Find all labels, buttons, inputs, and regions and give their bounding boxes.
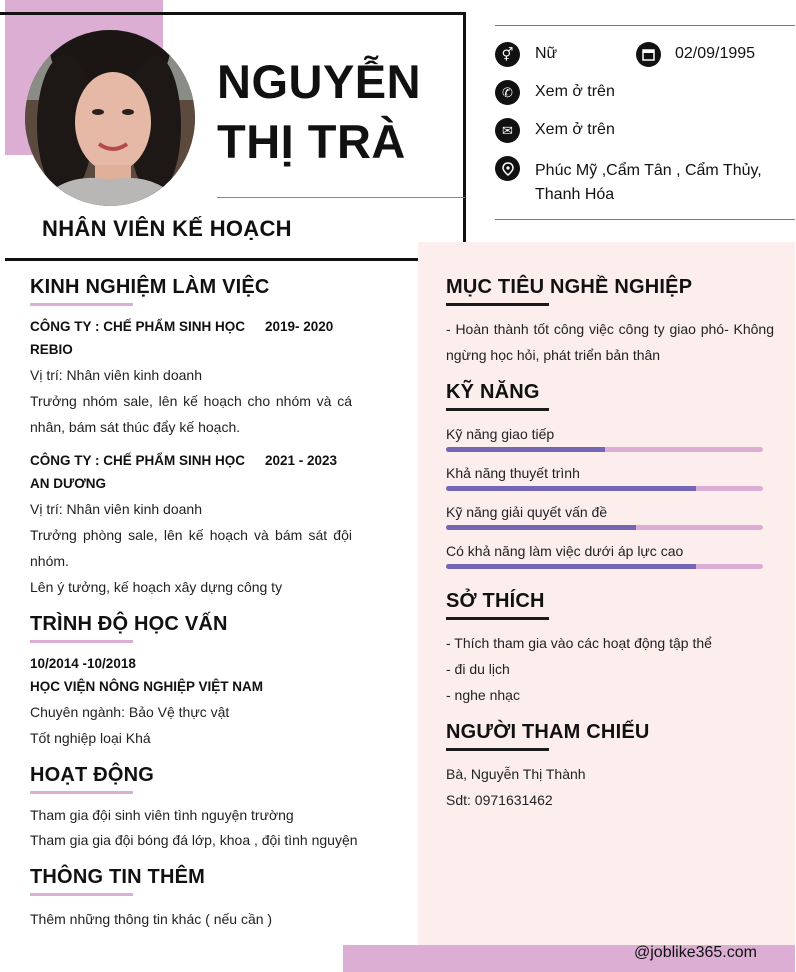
job1-position: Vị trí: Nhân viên kinh doanh [30,367,202,383]
activity-item: Tham gia đội sinh viên tình nguyện trường [30,807,294,823]
skill-label: Có khả năng làm việc dưới áp lực cao [446,543,684,559]
job2-company-line1: CÔNG TY : CHẾ PHẨM SINH HỌC [30,453,246,468]
activity-item: Tham gia gia đội bóng đá lớp, khoa , đội tình nguyện [30,832,358,848]
job2-position: Vị trí: Nhân viên kinh doanh [30,501,202,517]
hobby-item: - nghe nhạc [446,687,520,703]
education-major: Chuyên ngành: Bảo Vệ thực vật [30,704,230,720]
education-grade: Tốt nghiệp loại Khá [30,730,151,746]
mail-icon: ✉ [495,118,520,143]
phone-value: Xem ở trên [535,83,615,100]
gender-icon: ⚥ [495,42,520,67]
activities-title: HOẠT ĐỘNG [30,764,155,786]
gender-value: Nữ [535,45,558,62]
avatar [25,30,195,206]
address-value [535,159,762,207]
reference-name: Bà, Nguyễn Thị Thành [446,766,586,782]
more-info-title: THÔNG TIN THÊM [30,866,206,888]
reference-phone: Sdt: 0971631462 [446,792,553,808]
profile-photo [25,30,195,206]
full-name [217,52,421,172]
skill-bar-fill [446,486,696,491]
experience-underline [30,303,133,306]
job2-company-line2: AN DƯƠNG [30,476,106,491]
education-underline [30,640,133,643]
contact-bottom-divider [495,219,795,220]
location-icon [495,156,520,181]
education-school: HỌC VIỆN NÔNG NGHIỆP VIỆT NAM [30,679,264,694]
name-line-2: THỊ TRÀ [217,115,406,168]
phone-icon: ✆ [495,80,520,105]
skills-underline [446,408,549,411]
skill-label: Kỹ năng giao tiếp [446,426,555,442]
hobbies-title: SỞ THÍCH [446,590,545,612]
objective-underline [446,303,549,306]
reference-underline [446,748,549,751]
more-info-text: Thêm những thông tin khác ( nếu cần ) [30,911,273,927]
contact-top-divider [495,25,795,26]
objective-title: MỤC TIÊU NGHỀ NGHIỆP [446,276,693,298]
experience-title: KINH NGHIỆM LÀM VIỆC [30,276,270,298]
hobby-item: - đi du lịch [446,661,510,677]
job2-description: Trưởng phòng sale, lên kế hoạch và bám sát đội nhóm. [30,527,352,569]
skill-bar-fill [446,447,605,452]
more-info-underline [30,893,133,896]
name-line-1: NGUYỄN [217,55,422,108]
skill-bar [446,525,763,530]
hobby-item: - Thích tham gia vào các hoạt động tập thể [446,635,712,651]
job1-description: Trưởng nhóm sale, lên kế hoạch cho nhóm và cá nhân, bám sát thúc đẩy kế hoạch. [30,393,352,435]
job2-period: 2021 - 2023 [265,453,338,468]
objective-text: - Hoàn thành tốt công việc công ty giao phó- Không ngừng học hỏi, phát triển bản thân [446,321,774,363]
header-divider [5,258,418,261]
skill-label: Khả năng thuyết trình [446,465,580,481]
skill-label: Kỹ năng giải quyết vấn đề [446,504,608,520]
skill-bar-fill [446,564,696,569]
address-line-1: Phúc Mỹ ,Cẩm Tân , Cẩm Thủy, [535,162,762,179]
job2-extra: Lên ý tưởng, kế hoạch xây dựng công ty [30,579,283,595]
education-period: 10/2014 -10/2018 [30,656,136,671]
skill-bar-fill [446,525,636,530]
calendar-icon [636,42,661,67]
hobbies-underline [446,617,549,620]
footer-watermark[interactable]: @joblike365.com [634,944,757,961]
name-divider [217,197,465,198]
job1-company-line1: CÔNG TY : CHẾ PHẨM SINH HỌC [30,319,246,334]
address-line-2: Thanh Hóa [535,186,615,203]
birthdate-value: 02/09/1995 [675,45,756,62]
skill-bar [446,486,763,491]
skill-bar [446,447,763,452]
activities-underline [30,791,133,794]
skill-bar [446,564,763,569]
reference-title: NGƯỜI THAM CHIẾU [446,721,650,743]
skills-title: KỸ NĂNG [446,381,540,403]
job1-company-line2: REBIO [30,342,73,357]
job-title: NHÂN VIÊN KẾ HOẠCH [42,216,292,241]
email-value: Xem ở trên [535,121,615,138]
education-title: TRÌNH ĐỘ HỌC VẤN [30,613,228,635]
job1-period: 2019- 2020 [265,319,334,334]
